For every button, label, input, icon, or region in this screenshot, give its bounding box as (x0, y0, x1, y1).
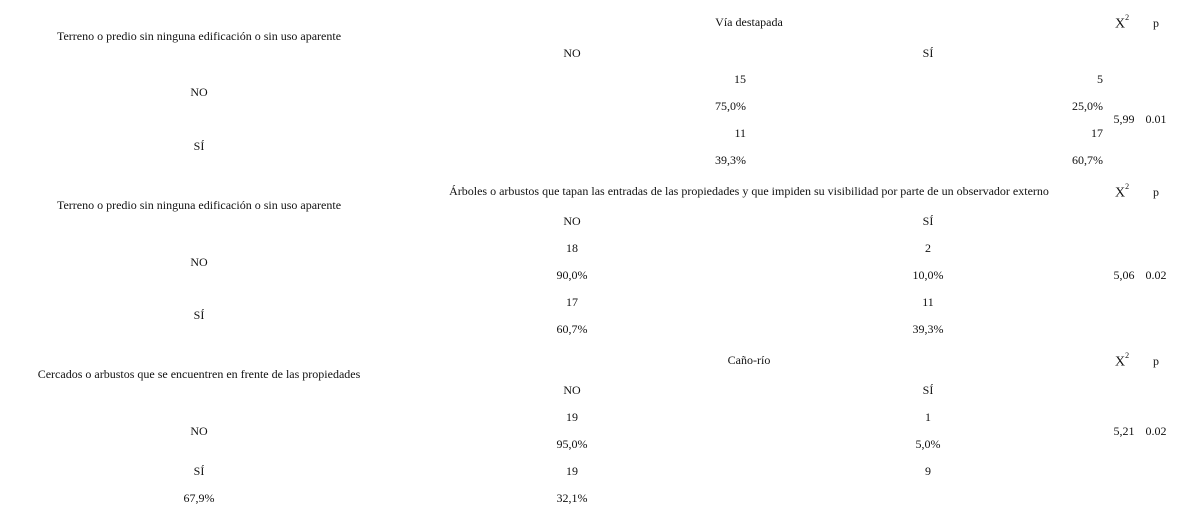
col-variable: Caño-río (727, 353, 771, 367)
p-label: p (1153, 354, 1159, 368)
chi-square-label: $X^2$ (1114, 13, 1130, 32)
col-variable: Árboles o arbustos que tapan las entradas de las propiedades y que impiden su visibilidad por parte de un observador externo (449, 184, 1049, 198)
cell-count: 19 (566, 464, 578, 478)
cell-percent: 95,0% (556, 437, 588, 451)
chi-square-label: $X^2$ (1114, 182, 1130, 201)
row-variable: Cercados o arbustos que se encuentren en frente de las propiedades (37, 367, 361, 381)
cell-count: 9 (925, 464, 931, 478)
col-header-si: SÍ (922, 383, 934, 397)
cell-count: 11 (922, 295, 934, 309)
cell-percent: 25,0% (1072, 99, 1103, 113)
cell-count: 5 (1097, 72, 1103, 86)
col-header-si: SÍ (922, 214, 934, 228)
cell-percent: 90,0% (556, 268, 588, 282)
cell-percent: 10,0% (912, 268, 944, 282)
row-variable: Terreno o predio sin ninguna edificación o sin uso aparente (56, 198, 342, 212)
chi-square-value: 5,21 (1113, 424, 1135, 438)
p-label: p (1153, 185, 1159, 199)
row-label-no: NO (190, 85, 208, 99)
row-label-si: SÍ (193, 139, 205, 153)
cell-percent: 60,7% (556, 322, 588, 336)
p-value: 0.02 (1145, 268, 1167, 282)
row-variable: Terreno o predio sin ninguna edificación o sin uso aparente (56, 29, 342, 43)
chi-square-label: $X^2$ (1114, 351, 1130, 370)
col-header-si: SÍ (922, 46, 934, 60)
cell-percent: 39,3% (715, 153, 746, 167)
cell-percent: 75,0% (715, 99, 746, 113)
chi-square-value: 5,06 (1113, 268, 1135, 282)
cell-count: 17 (566, 295, 578, 309)
row-label-si: SÍ (193, 308, 205, 322)
cell-percent: 67,9% (183, 491, 215, 505)
col-header-no: NO (563, 383, 581, 397)
chi-square-value: 5,99 (1113, 112, 1135, 126)
cell-percent: 5,0% (915, 437, 941, 451)
col-header-no: NO (563, 214, 581, 228)
col-header-no: NO (563, 46, 581, 60)
cell-count: 1 (925, 410, 931, 424)
cell-count: 2 (925, 241, 931, 255)
p-value: 0.01 (1145, 112, 1167, 126)
cell-percent: 39,3% (912, 322, 944, 336)
p-value: 0.02 (1145, 424, 1167, 438)
cell-percent: 60,7% (1072, 153, 1103, 167)
cell-count: 17 (1091, 126, 1103, 140)
row-label-no: NO (190, 255, 208, 269)
cell-count: 11 (734, 126, 746, 140)
cell-count: 15 (734, 72, 746, 86)
cell-count: 18 (566, 241, 578, 255)
cell-percent: 32,1% (556, 491, 588, 505)
row-label-no: NO (190, 424, 208, 438)
cell-count: 19 (566, 410, 578, 424)
row-label-si: SÍ (193, 464, 205, 478)
p-label: p (1153, 16, 1159, 30)
col-variable: Vía destapada (715, 15, 783, 29)
